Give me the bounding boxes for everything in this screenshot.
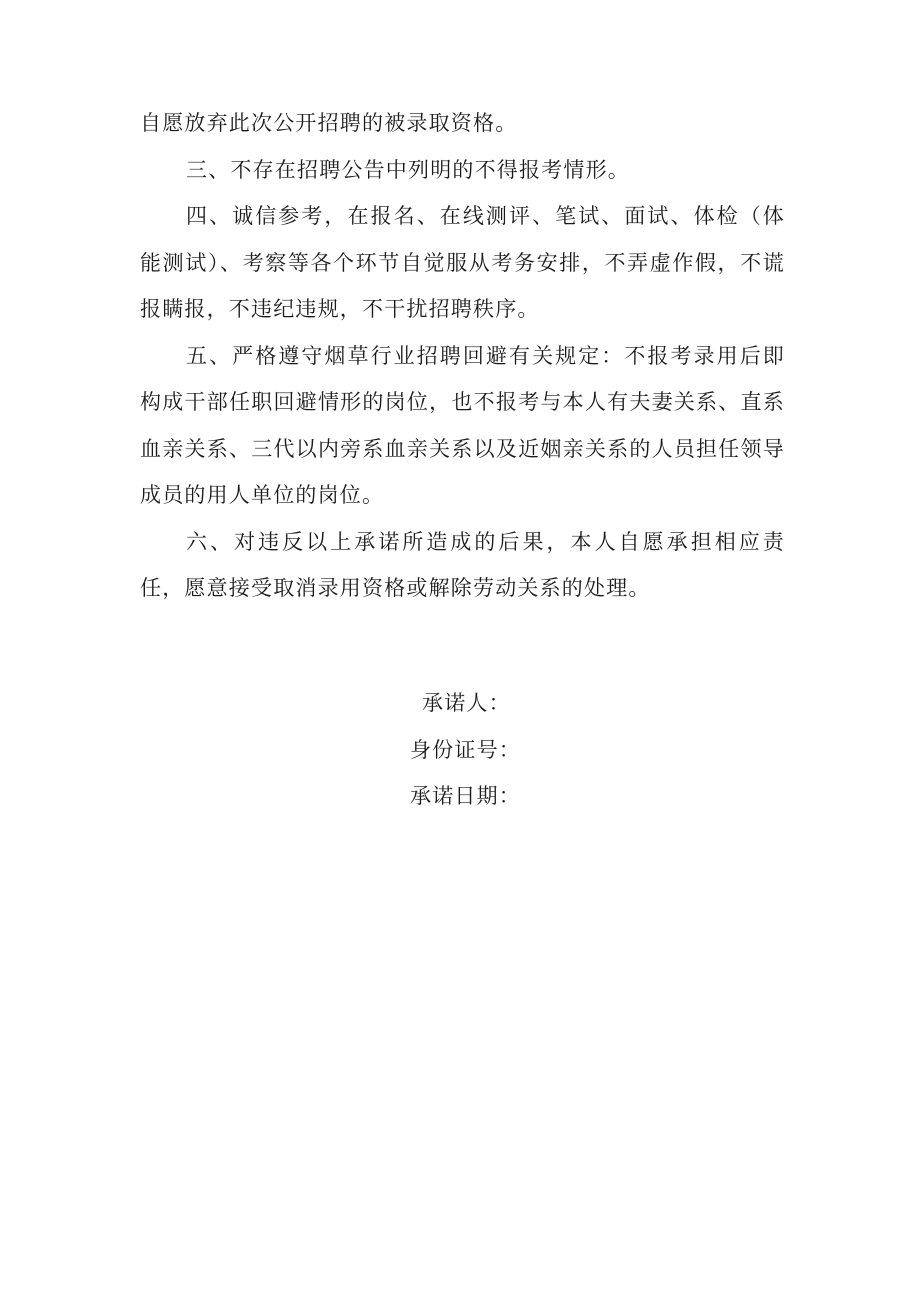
paragraph-continuation: 自愿放弃此次公开招聘的被录取资格。 xyxy=(140,111,518,135)
paragraph-clause-6: 六、对违反以上承诺所造成的后果，本人自愿承担相应责任，愿意接受取消录用资格或解除劳动关系的处理。 xyxy=(140,529,785,600)
paragraph-clause-3: 三、不存在招聘公告中列明的不得报考情形。 xyxy=(186,157,630,182)
date-label: 承诺日期： xyxy=(410,784,521,808)
paragraph-clause-4: 四、诚信参考，在报名、在线测评、笔试、面试、体检（体能测试）、考察等各个环节自觉服从考务安排，不弄虚作假，不谎报瞒报，不违纪违规，不干扰招聘秩序。 xyxy=(140,204,785,321)
signature-block xyxy=(0,680,920,820)
promisor-label: 承诺人： xyxy=(422,691,511,715)
paragraph-clause-5: 五、严格遵守烟草行业招聘回避有关规定：不报考录用后即构成干部任职回避情形的岗位，也不报考与本人有夫妻关系、直系血亲关系、三代以内旁系血亲关系以及近姻亲关系的人员担任领导成员的用人单位的岗位。 xyxy=(140,343,785,507)
document-body xyxy=(140,100,785,612)
id-number-label: 身份证号： xyxy=(410,737,521,762)
